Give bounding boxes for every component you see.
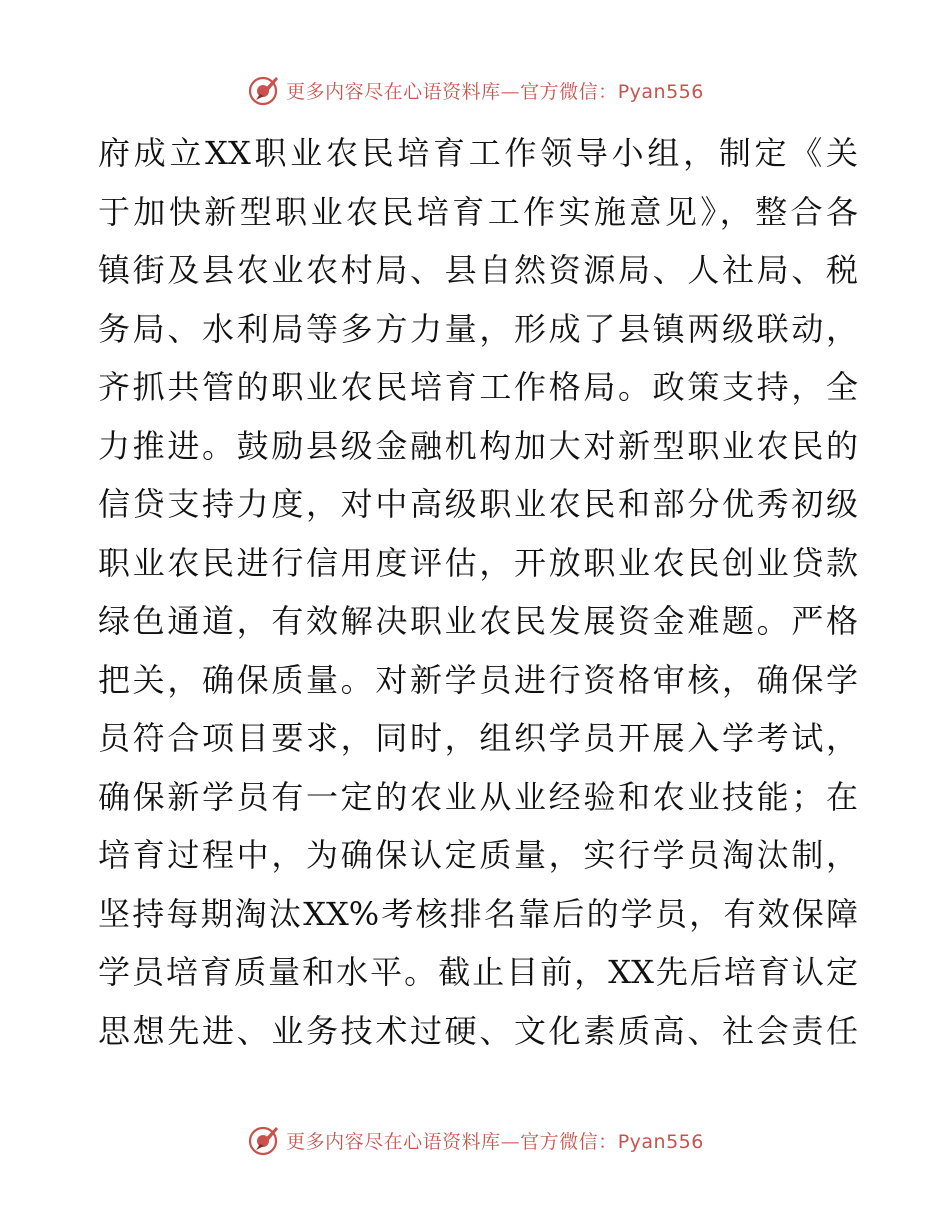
header-separator: — bbox=[500, 80, 521, 103]
text-line: 信贷支持力度，对中高级职业农民和部分优秀初级 bbox=[98, 485, 858, 523]
text-line: 员符合项目要求，同时，组织学员开展入学考试， bbox=[98, 719, 858, 757]
footer-contact-label: 官方微信： bbox=[520, 1130, 618, 1153]
header-contact-label: 官方微信： bbox=[520, 80, 618, 103]
text-line: 职业农民进行信用度评估，开放职业农民创业贷款 bbox=[98, 543, 858, 582]
footer-site-name: 更多内容尽在心语资料库 bbox=[286, 1130, 501, 1153]
footer-banner bbox=[0, 1120, 950, 1160]
text-line: 府成立XX职业农民培育工作领导小组，制定《关 bbox=[98, 134, 858, 172]
footer-banner-text bbox=[286, 1127, 704, 1154]
footer-separator: — bbox=[500, 1130, 521, 1153]
footer-wechat-id: Pyan556 bbox=[617, 1130, 704, 1153]
text-line: 于加快新型职业农民培育工作实施意见》，整合各 bbox=[98, 192, 858, 231]
text-line: 力推进。鼓励县级金融机构加大对新型职业农民的 bbox=[98, 426, 858, 465]
text-line: 思想先进、业务技术过硬、文化素质高、社会责任 bbox=[98, 1011, 858, 1050]
text-line: 镇街及县农业农村局、县自然资源局、人社局、税 bbox=[98, 251, 858, 289]
header-banner bbox=[0, 70, 950, 110]
text-line: 把关，确保质量。对新学员进行资格审核，确保学 bbox=[98, 660, 858, 699]
header-banner-text bbox=[286, 77, 704, 104]
text-line: 务局、水利局等多方力量，形成了县镇两级联动， bbox=[98, 309, 858, 348]
text-line: 齐抓共管的职业农民培育工作格局。政策支持，全 bbox=[98, 368, 858, 406]
header-site-name: 更多内容尽在心语资料库 bbox=[286, 80, 501, 103]
pen-nib-logo-icon bbox=[246, 72, 282, 108]
text-line: 学员培育质量和水平。截止目前，XX先后培育认定 bbox=[98, 953, 858, 991]
pen-nib-logo-icon bbox=[246, 1122, 282, 1158]
document-body bbox=[98, 124, 858, 1060]
text-line: 绿色通道，有效解决职业农民发展资金难题。严格 bbox=[98, 602, 858, 640]
text-line: 坚持每期淘汰XX%考核排名靠后的学员，有效保障 bbox=[98, 894, 858, 933]
text-line: 确保新学员有一定的农业从业经验和农业技能；在 bbox=[98, 777, 858, 816]
header-wechat-id: Pyan556 bbox=[617, 80, 704, 103]
text-line: 培育过程中，为确保认定质量，实行学员淘汰制， bbox=[98, 836, 858, 874]
